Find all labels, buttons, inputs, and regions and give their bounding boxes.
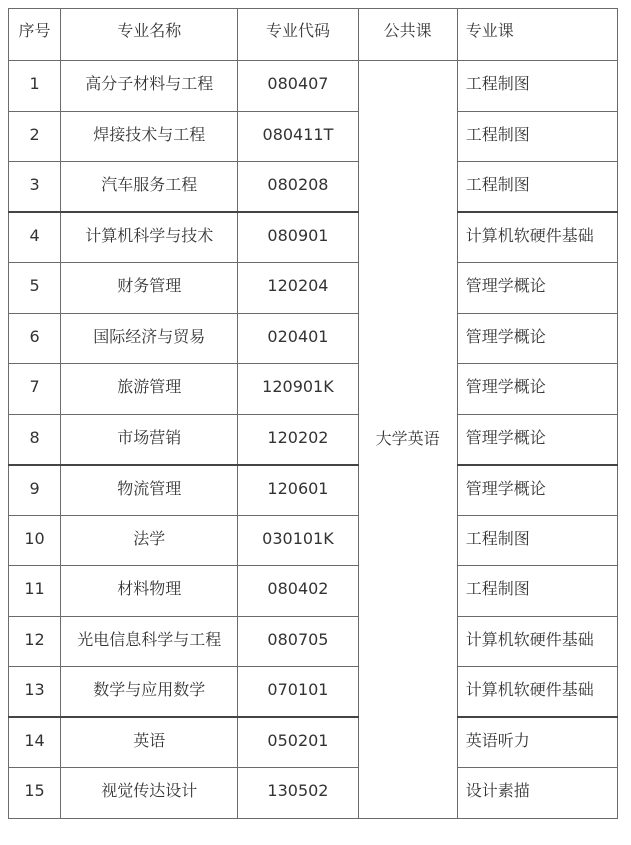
row-major-code: 080411T	[238, 111, 358, 162]
row-major-code: 120901K	[238, 364, 358, 415]
row-major-code: 120202	[238, 414, 358, 465]
row-major-name: 旅游管理	[61, 364, 238, 415]
row-major-course: 工程制图	[457, 566, 617, 617]
row-major-course: 计算机软硬件基础	[457, 616, 617, 667]
row-major-course: 管理学概论	[457, 465, 617, 516]
row-number: 13	[9, 667, 61, 718]
row-number: 2	[9, 111, 61, 162]
row-major-name: 高分子材料与工程	[61, 61, 238, 112]
table-row	[9, 162, 618, 213]
row-major-course: 设计素描	[457, 768, 617, 819]
row-number: 6	[9, 313, 61, 364]
row-number: 5	[9, 263, 61, 314]
public-course-cell: 大学英语	[358, 61, 457, 819]
table-row	[9, 263, 618, 314]
row-major-course: 管理学概论	[457, 313, 617, 364]
row-number: 12	[9, 616, 61, 667]
row-number: 7	[9, 364, 61, 415]
row-major-course: 管理学概论	[457, 364, 617, 415]
row-major-code: 050201	[238, 717, 358, 768]
table-row	[9, 667, 618, 718]
table-row	[9, 616, 618, 667]
row-major-course: 管理学概论	[457, 414, 617, 465]
row-number: 3	[9, 162, 61, 213]
row-major-course: 工程制图	[457, 111, 617, 162]
row-major-code: 080208	[238, 162, 358, 213]
row-major-course: 计算机软硬件基础	[457, 212, 617, 263]
table-row	[9, 111, 618, 162]
row-number: 4	[9, 212, 61, 263]
row-major-name: 光电信息科学与工程	[61, 616, 238, 667]
row-major-name: 焊接技术与工程	[61, 111, 238, 162]
table-row	[9, 768, 618, 819]
row-number: 8	[9, 414, 61, 465]
table-row	[9, 364, 618, 415]
row-major-course: 计算机软硬件基础	[457, 667, 617, 718]
row-number: 15	[9, 768, 61, 819]
table-row	[9, 414, 618, 465]
header-public-course: 公共课	[358, 9, 457, 61]
header-major-name: 专业名称	[61, 9, 238, 61]
row-major-name: 法学	[61, 515, 238, 566]
row-number: 11	[9, 566, 61, 617]
majors-table	[8, 8, 618, 819]
row-major-course: 工程制图	[457, 61, 617, 112]
row-major-code: 080705	[238, 616, 358, 667]
row-major-name: 视觉传达设计	[61, 768, 238, 819]
table-row	[9, 566, 618, 617]
header-serial-number: 序号	[9, 9, 61, 61]
row-major-name: 材料物理	[61, 566, 238, 617]
table-row	[9, 515, 618, 566]
row-major-code: 020401	[238, 313, 358, 364]
table-row	[9, 313, 618, 364]
row-major-code: 120204	[238, 263, 358, 314]
table-row	[9, 61, 618, 112]
table-row	[9, 717, 618, 768]
row-major-name: 市场营销	[61, 414, 238, 465]
row-number: 1	[9, 61, 61, 112]
row-major-course: 管理学概论	[457, 263, 617, 314]
row-major-name: 汽车服务工程	[61, 162, 238, 213]
table-row	[9, 465, 618, 516]
row-major-code: 130502	[238, 768, 358, 819]
row-major-code: 080407	[238, 61, 358, 112]
row-major-code: 070101	[238, 667, 358, 718]
row-major-course: 英语听力	[457, 717, 617, 768]
row-major-code: 120601	[238, 465, 358, 516]
row-major-code: 080402	[238, 566, 358, 617]
row-major-code: 080901	[238, 212, 358, 263]
header-row	[9, 9, 618, 61]
table-row	[9, 212, 618, 263]
row-number: 9	[9, 465, 61, 516]
row-number: 10	[9, 515, 61, 566]
row-major-name: 英语	[61, 717, 238, 768]
row-major-name: 计算机科学与技术	[61, 212, 238, 263]
row-major-course: 工程制图	[457, 515, 617, 566]
header-major-course: 专业课	[457, 9, 617, 61]
row-major-name: 国际经济与贸易	[61, 313, 238, 364]
header-major-code: 专业代码	[238, 9, 358, 61]
row-major-name: 数学与应用数学	[61, 667, 238, 718]
row-number: 14	[9, 717, 61, 768]
row-major-code: 030101K	[238, 515, 358, 566]
row-major-course: 工程制图	[457, 162, 617, 213]
row-major-name: 财务管理	[61, 263, 238, 314]
row-major-name: 物流管理	[61, 465, 238, 516]
